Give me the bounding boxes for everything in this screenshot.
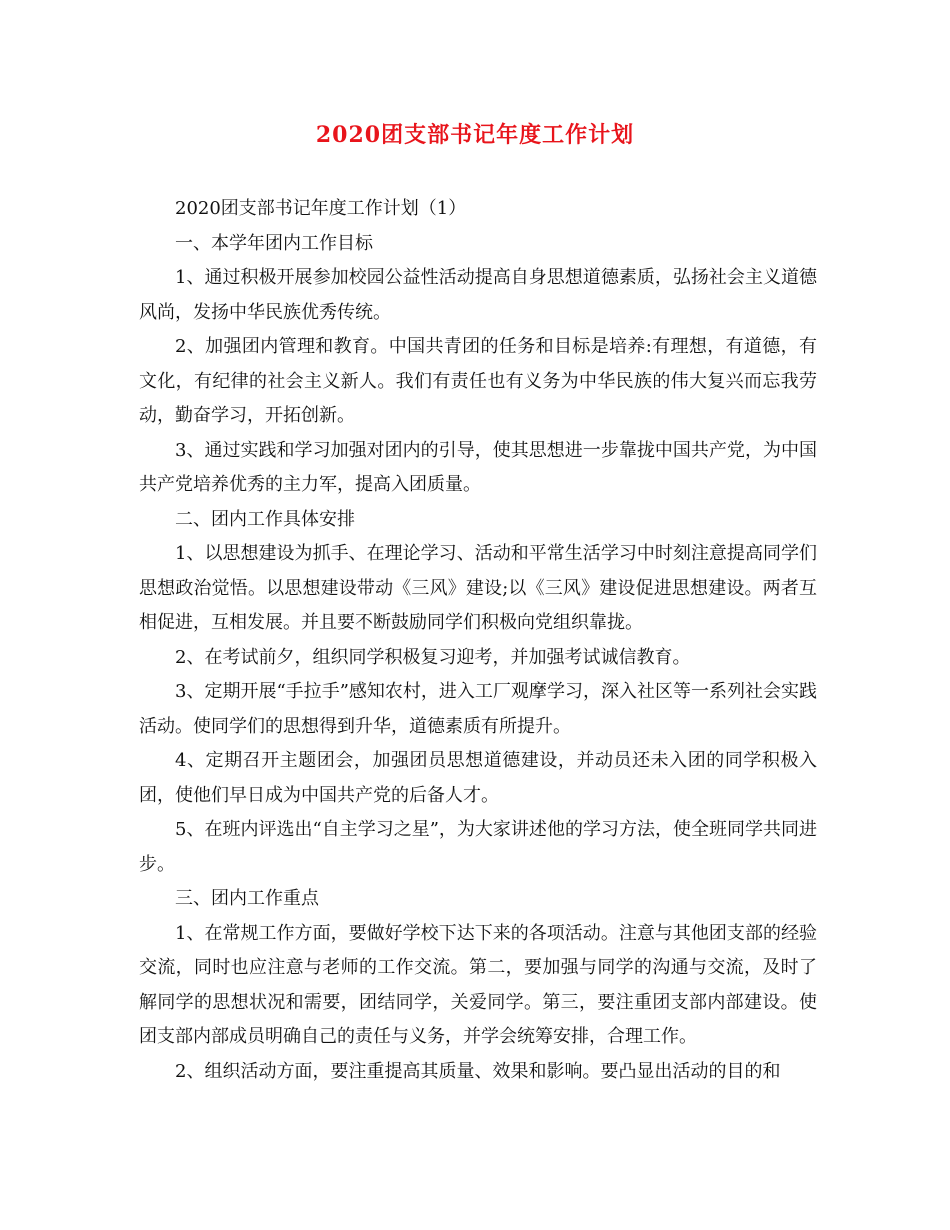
paragraph: 2、在考试前夕，组织同学积极复习迎考，并加强考试诚信教育。 [175,646,691,668]
section-heading-2: 二、团内工作具体安排 [175,508,355,530]
document-body [139,192,817,1089]
paragraph: 5、在班内评选出“自主学习之星”，为大家讲述他的学习方法，使全班同学共同进步。 [139,819,817,875]
paragraph: 1、通过积极开展参加校园公益性活动提高自身思想道德素质，弘扬社会主义道德风尚，发扬中华民族优秀传统。 [139,267,817,323]
paragraph: 3、定期开展“手拉手”感知农村，进入工厂观摩学习，深入社区等一系列社会实践活动。使同学们的思想得到升华，道德素质有所提升。 [139,681,817,737]
paragraph: 2、加强团内管理和教育。中国共青团的任务和目标是培养:有理想，有道德，有文化，有纪律的社会主义新人。我们有责任也有义务为中华民族的伟大复兴而忘我劳动，勤奋学习，开拓创新。 [139,336,817,426]
paragraph: 3、通过实践和学习加强对团内的引导，使其思想进一步靠拢中国共产党，为中国共产党培养优秀的主力军，提高入团质量。 [139,439,817,495]
paragraph: 2、组织活动方面，要注重提高其质量、效果和影响。要凸显出活动的目的和 [175,1060,781,1082]
paragraph: 1、在常规工作方面，要做好学校下达下来的各项活动。注意与其他团支部的经验交流，同时也应注意与老师的工作交流。第二，要加强与同学的沟通与交流，及时了解同学的思想状况和需要，团结同学，关爱同学。第三，要注重团支部内部建设。使团支部内部成员明确自己的责任与义务，并学会统筹安排，合理工作。 [139,922,817,1047]
section-heading-1: 一、本学年团内工作目标 [175,232,373,254]
paragraph: 1、以思想建设为抓手、在理论学习、活动和平常生活学习中时刻注意提高同学们思想政治觉悟。以思想建设带动《三风》建设;以《三风》建设促进思想建设。两者互相促进，互相发展。并且要不断鼓励同学们积极向党组织靠拢。 [139,543,817,633]
paragraph: 4、定期召开主题团会，加强团员思想道德建设，并动员还未入团的同学积极入团，使他们早日成为中国共产党的后备人才。 [139,750,817,806]
section-heading-3: 三、团内工作重点 [175,888,319,909]
paragraph-subtitle: 2020团支部书记年度工作计划（1） [175,198,467,219]
document-title: 2020团支部书记年度工作计划 [315,122,635,148]
